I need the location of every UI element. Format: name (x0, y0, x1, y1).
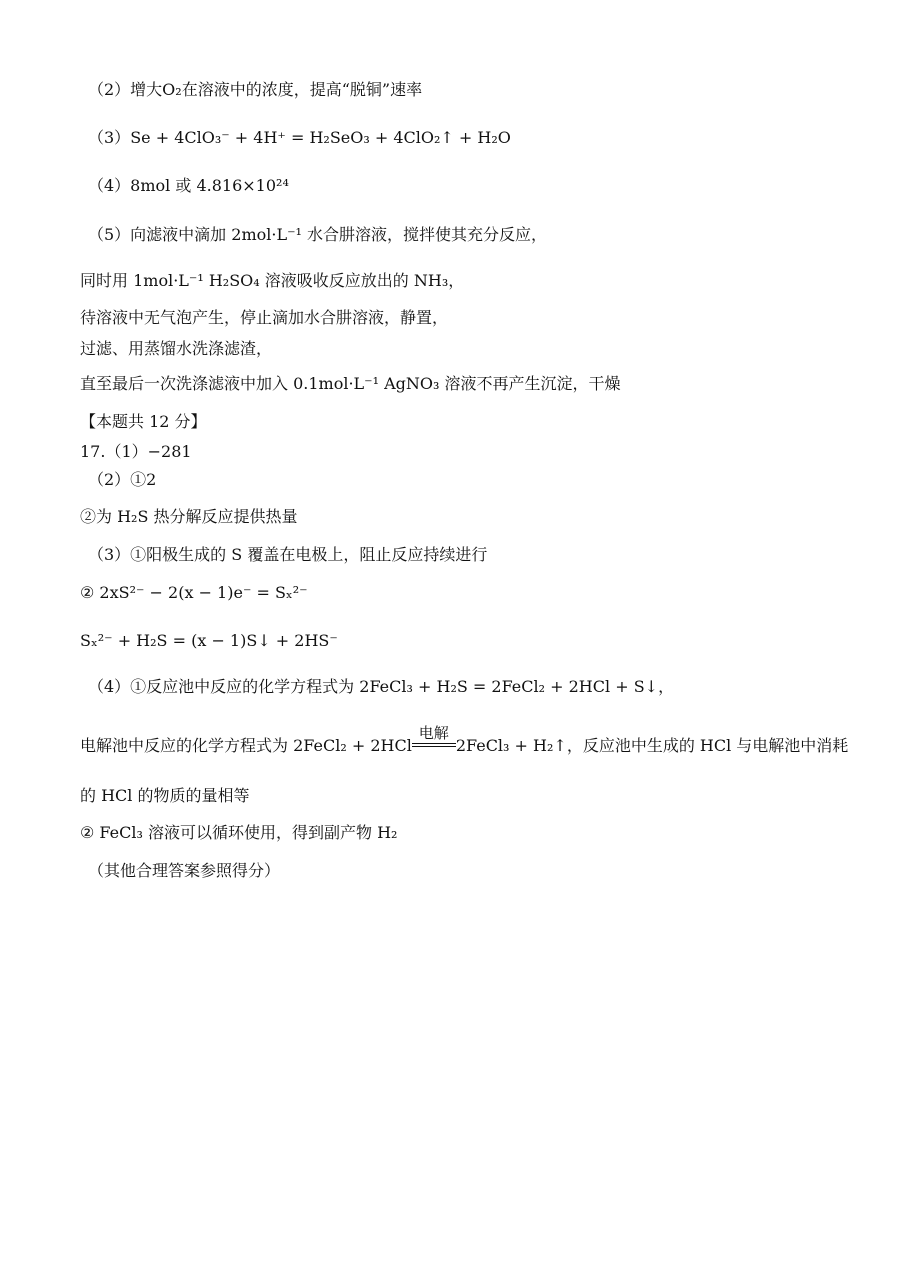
answer-5-line-3: 待溶液中无气泡产生，停止滴加水合肼溶液，静置， (80, 308, 449, 327)
q17-part-2-2: ②为 H₂S 热分解反应提供热量 (80, 507, 298, 526)
answer-4: （4）8mol 或 4.816×10²⁴ (88, 176, 289, 195)
answer-5-line-5: 直至最后一次洗涤滤液中加入 0.1mol·L⁻¹ AgNO₃ 溶液不再产生沉淀，干燥 (80, 374, 621, 393)
q17-part-3-2-eq1: ② 2xS²⁻ − 2(x − 1)e⁻ = Sₓ²⁻ (80, 583, 308, 602)
answer-2: （2）增大O₂在溶液中的浓度，提高“脱铜”速率 (88, 80, 423, 99)
answer-3 (88, 128, 511, 148)
q17-part-1: 17.（1）−281 (80, 442, 192, 461)
q17-part-2-1: （2）①2 (88, 470, 157, 489)
q17-part-4-electrolysis (80, 724, 849, 756)
q17-part-3-1: （3）①阳极生成的 S 覆盖在电极上，阻止反应持续进行 (88, 545, 488, 564)
electrolysis-eq-left: 电解池中反应的化学方程式为 2FeCl₂ + 2HCl (80, 736, 412, 755)
other-answers-note: （其他合理答案参照得分） (88, 861, 281, 880)
q17-part-4-continued: 的 HCl 的物质的量相等 (80, 786, 250, 805)
electrolysis-condition-label: 电解 (418, 724, 449, 742)
q17-part-4-1: （4）①反应池中反应的化学方程式为 2FeCl₃ + H₂S = 2FeCl₂ + 2HCl + S↓， (88, 677, 675, 696)
double-bar (412, 743, 456, 747)
answer-5-line-4: 过滤、用蒸馏水洗涤滤渣， (80, 339, 273, 358)
answer-3-equation: Se + 4ClO₃⁻ + 4H⁺ = H₂SeO₃ + 4ClO₂↑ + H₂O (130, 128, 511, 147)
q17-part-3-2-eq2: Sₓ²⁻ + H₂S = (x − 1)S↓ + 2HS⁻ (80, 631, 338, 650)
electrolysis-eq-right: 2FeCl₃ + H₂↑，反应池中生成的 HCl 与电解池中消耗 (455, 736, 849, 755)
q17-part-4-2: ② FeCl₃ 溶液可以循环使用，得到副产物 H₂ (80, 823, 398, 842)
answer-3-label: （3） (88, 128, 131, 147)
answer-5-line-1: （5）向滤液中滴加 2mol·L⁻¹ 水合肼溶液，搅拌使其充分反应， (88, 225, 548, 244)
electrolysis-condition (412, 724, 456, 751)
score-note: 【本题共 12 分】 (80, 412, 207, 431)
answer-5-line-2: 同时用 1mol·L⁻¹ H₂SO₄ 溶液吸收反应放出的 NH₃， (80, 271, 465, 290)
